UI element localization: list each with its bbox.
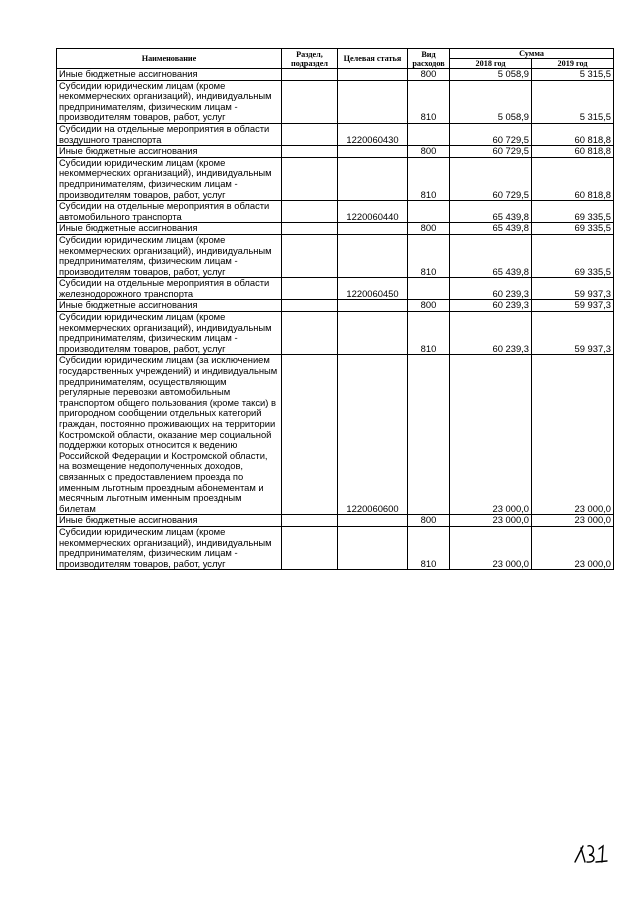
cell-name: Субсидии юридическим лицам (за исключением государственных учреждений) и индивидуальным предпринимателям, осуществляющим регулярные перевозки автомобильным транспортом общего пользования (кроме такси) в пригородном сообщении отдельных категорий граждан, постоянно проживающих на территории Костромской области, оказание мер социальной поддержки которых относится к ведению Российской Федерации и Костромской области, на возмещение недополученных доходов, связанных с предоставлением проезда по именным льготным проездным абонементам и месячным льготным именным проездным билетам [57, 355, 282, 515]
cell-section [282, 80, 338, 123]
cell-section [282, 123, 338, 145]
table-body [57, 69, 614, 570]
page-number-handwritten [572, 842, 608, 864]
cell-type [408, 123, 450, 145]
cell-type: 800 [408, 223, 450, 235]
cell-2019: 69 335,5 [532, 201, 614, 223]
cell-section [282, 300, 338, 312]
table-row [57, 157, 614, 200]
cell-2018: 60 729,5 [450, 146, 532, 158]
cell-2018: 23 000,0 [450, 355, 532, 515]
table-row [57, 312, 614, 355]
col-type-header: Вид расходов [408, 49, 450, 69]
table-row [57, 223, 614, 235]
cell-type [408, 278, 450, 300]
table-row [57, 526, 614, 569]
cell-type: 800 [408, 69, 450, 81]
cell-name: Иные бюджетные ассигнования [57, 515, 282, 527]
cell-name: Субсидии на отдельные мероприятия в области воздушного транспорта [57, 123, 282, 145]
cell-2018: 65 439,8 [450, 201, 532, 223]
cell-type: 810 [408, 157, 450, 200]
cell-name: Субсидии юридическим лицам (кроме некоммерческих организаций), индивидуальным предпринимателям, физическим лицам - производителям товаров, работ, услуг [57, 234, 282, 277]
cell-2018: 65 439,8 [450, 223, 532, 235]
cell-2019: 59 937,3 [532, 312, 614, 355]
cell-article: 1220060440 [338, 201, 408, 223]
cell-type: 800 [408, 300, 450, 312]
cell-type: 800 [408, 515, 450, 527]
cell-2019: 60 818,8 [532, 157, 614, 200]
cell-2018: 60 239,3 [450, 278, 532, 300]
col-name-header: Наименование [57, 49, 282, 69]
cell-name: Субсидии на отдельные мероприятия в области железнодорожного транспорта [57, 278, 282, 300]
cell-section [282, 69, 338, 81]
cell-section [282, 146, 338, 158]
cell-name: Иные бюджетные ассигнования [57, 146, 282, 158]
table-row [57, 278, 614, 300]
cell-2018: 60 239,3 [450, 300, 532, 312]
cell-type: 810 [408, 234, 450, 277]
cell-section [282, 278, 338, 300]
cell-2018: 23 000,0 [450, 526, 532, 569]
cell-2018: 65 439,8 [450, 234, 532, 277]
table-row [57, 80, 614, 123]
col-year2-header: 2019 год [532, 59, 614, 69]
cell-name: Субсидии юридическим лицам (кроме некоммерческих организаций), индивидуальным предпринимателям, физическим лицам - производителям товаров, работ, услуг [57, 312, 282, 355]
cell-2018: 5 058,9 [450, 80, 532, 123]
cell-2019: 23 000,0 [532, 355, 614, 515]
cell-2018: 60 729,5 [450, 123, 532, 145]
cell-section [282, 355, 338, 515]
cell-2018: 5 058,9 [450, 69, 532, 81]
cell-article: 1220060600 [338, 355, 408, 515]
table-row [57, 515, 614, 527]
cell-article [338, 69, 408, 81]
table-row [57, 69, 614, 81]
cell-article [338, 157, 408, 200]
cell-name: Субсидии юридическим лицам (кроме некоммерческих организаций), индивидуальным предпринимателям, физическим лицам - производителям товаров, работ, услуг [57, 526, 282, 569]
cell-article [338, 526, 408, 569]
cell-name: Иные бюджетные ассигнования [57, 223, 282, 235]
cell-2019: 59 937,3 [532, 278, 614, 300]
cell-section [282, 234, 338, 277]
cell-2019: 59 937,3 [532, 300, 614, 312]
header-row [57, 49, 614, 59]
cell-section [282, 157, 338, 200]
table-row [57, 355, 614, 515]
table-row [57, 123, 614, 145]
cell-section [282, 312, 338, 355]
cell-type: 810 [408, 312, 450, 355]
cell-section [282, 201, 338, 223]
cell-article [338, 300, 408, 312]
cell-2019: 69 335,5 [532, 223, 614, 235]
cell-type: 810 [408, 80, 450, 123]
cell-type [408, 201, 450, 223]
cell-type: 800 [408, 146, 450, 158]
cell-type [408, 355, 450, 515]
cell-name: Иные бюджетные ассигнования [57, 69, 282, 81]
cell-2019: 5 315,5 [532, 80, 614, 123]
col-article-header: Целевая статья [338, 49, 408, 69]
cell-article [338, 234, 408, 277]
cell-name: Субсидии юридическим лицам (кроме некоммерческих организаций), индивидуальным предпринимателям, физическим лицам - производителям товаров, работ, услуг [57, 80, 282, 123]
cell-article [338, 146, 408, 158]
cell-name: Субсидии на отдельные мероприятия в области автомобильного транспорта [57, 201, 282, 223]
col-sum-header: Сумма [450, 49, 614, 59]
cell-2018: 60 729,5 [450, 157, 532, 200]
table-row [57, 146, 614, 158]
cell-2018: 23 000,0 [450, 515, 532, 527]
cell-2019: 60 818,8 [532, 123, 614, 145]
cell-section [282, 515, 338, 527]
cell-article [338, 515, 408, 527]
cell-article [338, 223, 408, 235]
cell-2019: 23 000,0 [532, 526, 614, 569]
cell-section [282, 223, 338, 235]
table-row [57, 300, 614, 312]
col-section-header: Раздел, подраздел [282, 49, 338, 69]
table-row [57, 234, 614, 277]
cell-name: Субсидии юридическим лицам (кроме некоммерческих организаций), индивидуальным предпринимателям, физическим лицам - производителям товаров, работ, услуг [57, 157, 282, 200]
cell-2019: 69 335,5 [532, 234, 614, 277]
cell-type: 810 [408, 526, 450, 569]
cell-article [338, 80, 408, 123]
cell-name: Иные бюджетные ассигнования [57, 300, 282, 312]
table-row [57, 201, 614, 223]
cell-article: 1220060430 [338, 123, 408, 145]
budget-table [56, 48, 614, 570]
cell-article: 1220060450 [338, 278, 408, 300]
cell-2019: 60 818,8 [532, 146, 614, 158]
cell-article [338, 312, 408, 355]
cell-2019: 23 000,0 [532, 515, 614, 527]
cell-2019: 5 315,5 [532, 69, 614, 81]
cell-2018: 60 239,3 [450, 312, 532, 355]
cell-section [282, 526, 338, 569]
col-year1-header: 2018 год [450, 59, 532, 69]
